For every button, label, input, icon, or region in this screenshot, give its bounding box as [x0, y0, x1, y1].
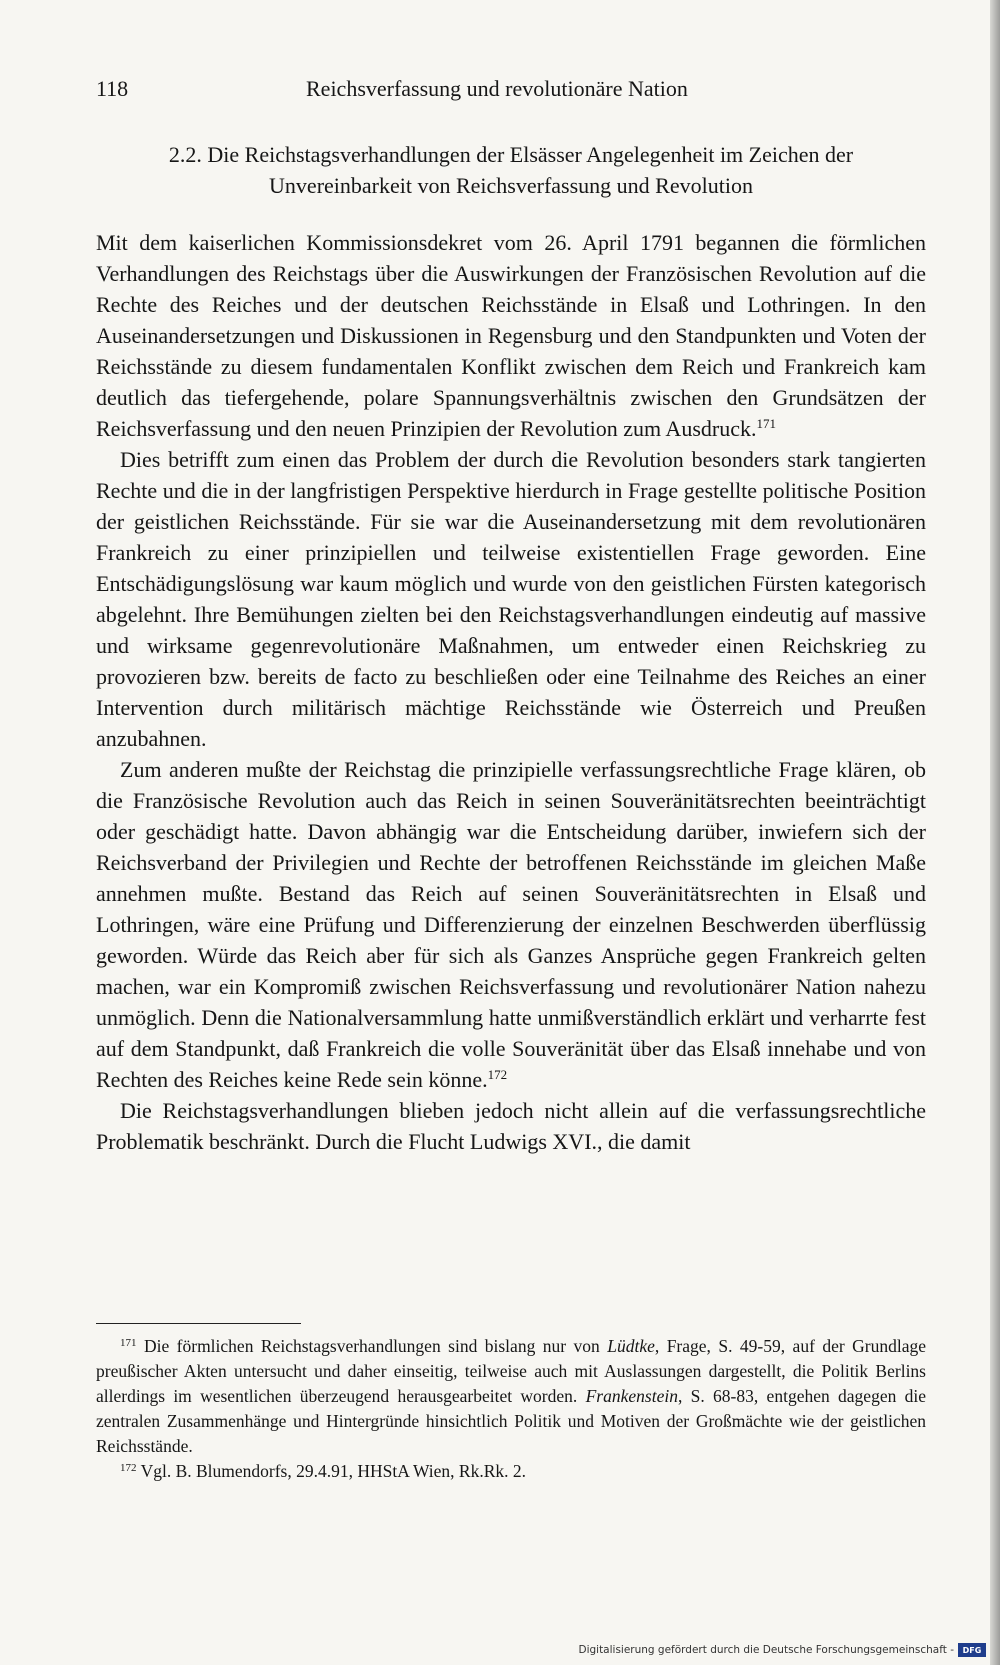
- running-head: [96, 76, 926, 106]
- footnote-divider: [96, 1323, 301, 1324]
- footnote-171-text-a: Die förmlichen Reichstagsverhandlungen sind bislang nur von: [143, 1336, 600, 1356]
- footnote-171-text-c: , S. 68-83, entgehen dagegen die zentralen Zusammenhänge und Hintergründe hinsichtlich Politik und Motiven der Großmächte wie der geistlichen Reichsstände.: [96, 1386, 927, 1456]
- footnote-171-text-b: , Frage, S. 49-59, auf der Grundlage preußischer Akten untersucht und daher einseitig, teilweise auch mit Auslassungen dargestellt, die Politik Berlins allerdings im wesentlichen überzeugend herausgearbeitet worden.: [96, 1336, 927, 1406]
- section-heading: [96, 139, 926, 201]
- footnote-ref-172[interactable]: 172: [487, 1067, 508, 1082]
- footnote-172: [96, 1459, 926, 1484]
- page-number: 118: [96, 76, 129, 101]
- section-heading-line-1: 2.2. Die Reichstagsverhandlungen der Elsässer Angelegenheit im Zeichen der: [168, 142, 854, 167]
- footnote-171: [96, 1334, 926, 1459]
- body-text: [96, 227, 926, 1157]
- page-edge-shadow: [990, 0, 1000, 1665]
- footnote-171-author-frankenstein: Frankenstein: [585, 1386, 678, 1406]
- footnote-172-number: 172: [120, 1462, 137, 1474]
- paragraph-3-text: Zum anderen mußte der Reichstag die prinzipielle verfassungsrechtliche Frage klären, ob die Französische Revolution auch das Reich in seinen Souveränitätsrechten beeinträchtigt oder geschädigt hatte. Davon abhängig war die Entscheidung darüber, inwiefern sich der Reichsverband der Privilegien und Rechte der betroffenen Reichsstände im gleichen Maße annehmen mußte. Bestand das Reich auf seinen Souveränitätsrechten in Elsaß und Lothringen, wäre eine Prüfung und Differenzierung der einzelnen Beschwerden überflüssig geworden. Würde das Reich aber für sich als Ganzes Ansprüche gegen Frankreich gelten machen, war ein Kompromiß zwischen Reichsverfassung und revolutionärer Nation nahezu unmöglich. Denn die Nationalversammlung hatte unmißverständlich erklärt und verharrte fest auf dem Standpunkt, daß Frankreich die volle Souveränität über das Elsaß innehabe und von Rechten des Reiches keine Rede sein könne.: [96, 757, 926, 1092]
- paragraph-4: Die Reichstagsverhandlungen blieben jedoch nicht allein auf die verfassungsrechtliche Problematik beschränkt. Durch die Flucht Ludwigs XVI., die damit: [96, 1098, 926, 1154]
- running-title: Reichsverfassung und revolutionäre Nation: [306, 76, 688, 101]
- footnote-ref-171[interactable]: 171: [756, 416, 776, 431]
- paragraph-1: [96, 227, 926, 444]
- section-heading-line-2: Unvereinbarkeit von Reichsverfassung und Revolution: [269, 173, 753, 198]
- footnote-171-number: 171: [120, 1337, 137, 1349]
- paragraph-3: [96, 754, 926, 1095]
- paragraph-1-text: Mit dem kaiserlichen Kommissionsdekret vom 26. April 1791 begannen die förmlichen Verhandlungen des Reichstags über die Auswirkungen der Französischen Revolution auf die Rechte des Reiches und der deutschen Reichsstände in Elsaß und Lothringen. In den Auseinandersetzungen und Diskussionen in Regensburg und den Standpunkten und Voten der Reichsstände zu diesem fundamentalen Konflikt zwischen dem Reich und Frankreich kam deutlich das tiefergehende, polare Spannungsverhältnis zwischen den Grundsätzen der Reichsverfassung und den neuen Prinzipien der Revolution zum Ausdruck.: [96, 230, 926, 441]
- digitization-credit: [578, 1641, 986, 1659]
- paragraph-2: Dies betrifft zum einen das Problem der durch die Revolution besonders stark tangierten Rechte und die in der langfristigen Perspektive hierdurch in Frage gestellte politische Position der geistlichen Reichsstände. Für sie war die Auseinandersetzung mit dem revolutionären Frankreich zu einer prinzipiellen und teilweise existentiellen Frage geworden. Eine Entschädigungslösung war kaum möglich und wurde von den geistlichen Fürsten kategorisch abgelehnt. Ihre Bemühungen zielten bei den Reichstagsverhandlungen eindeutig auf massive und wirksame gegenrevolutionäre Maßnahmen, um entweder einen Reichskrieg zu provozieren bzw. bereits de facto zu beschließen oder eine Teilnahme des Reiches an einer Intervention durch militärisch mächtige Reichsstände wie Österreich und Preußen anzubahnen.: [96, 447, 926, 751]
- footnote-172-text: Vgl. B. Blumendorfs, 29.4.91, HHStA Wien, Rk.Rk. 2.: [140, 1461, 527, 1481]
- footnote-171-author-ludtke: Lüdtke: [607, 1336, 655, 1356]
- dfg-logo-icon[interactable]: DFG: [958, 1643, 986, 1657]
- digitization-credit-text: Digitalisierung gefördert durch die Deutsche Forschungsgemeinschaft -: [578, 1644, 954, 1656]
- footnotes: [96, 1334, 926, 1484]
